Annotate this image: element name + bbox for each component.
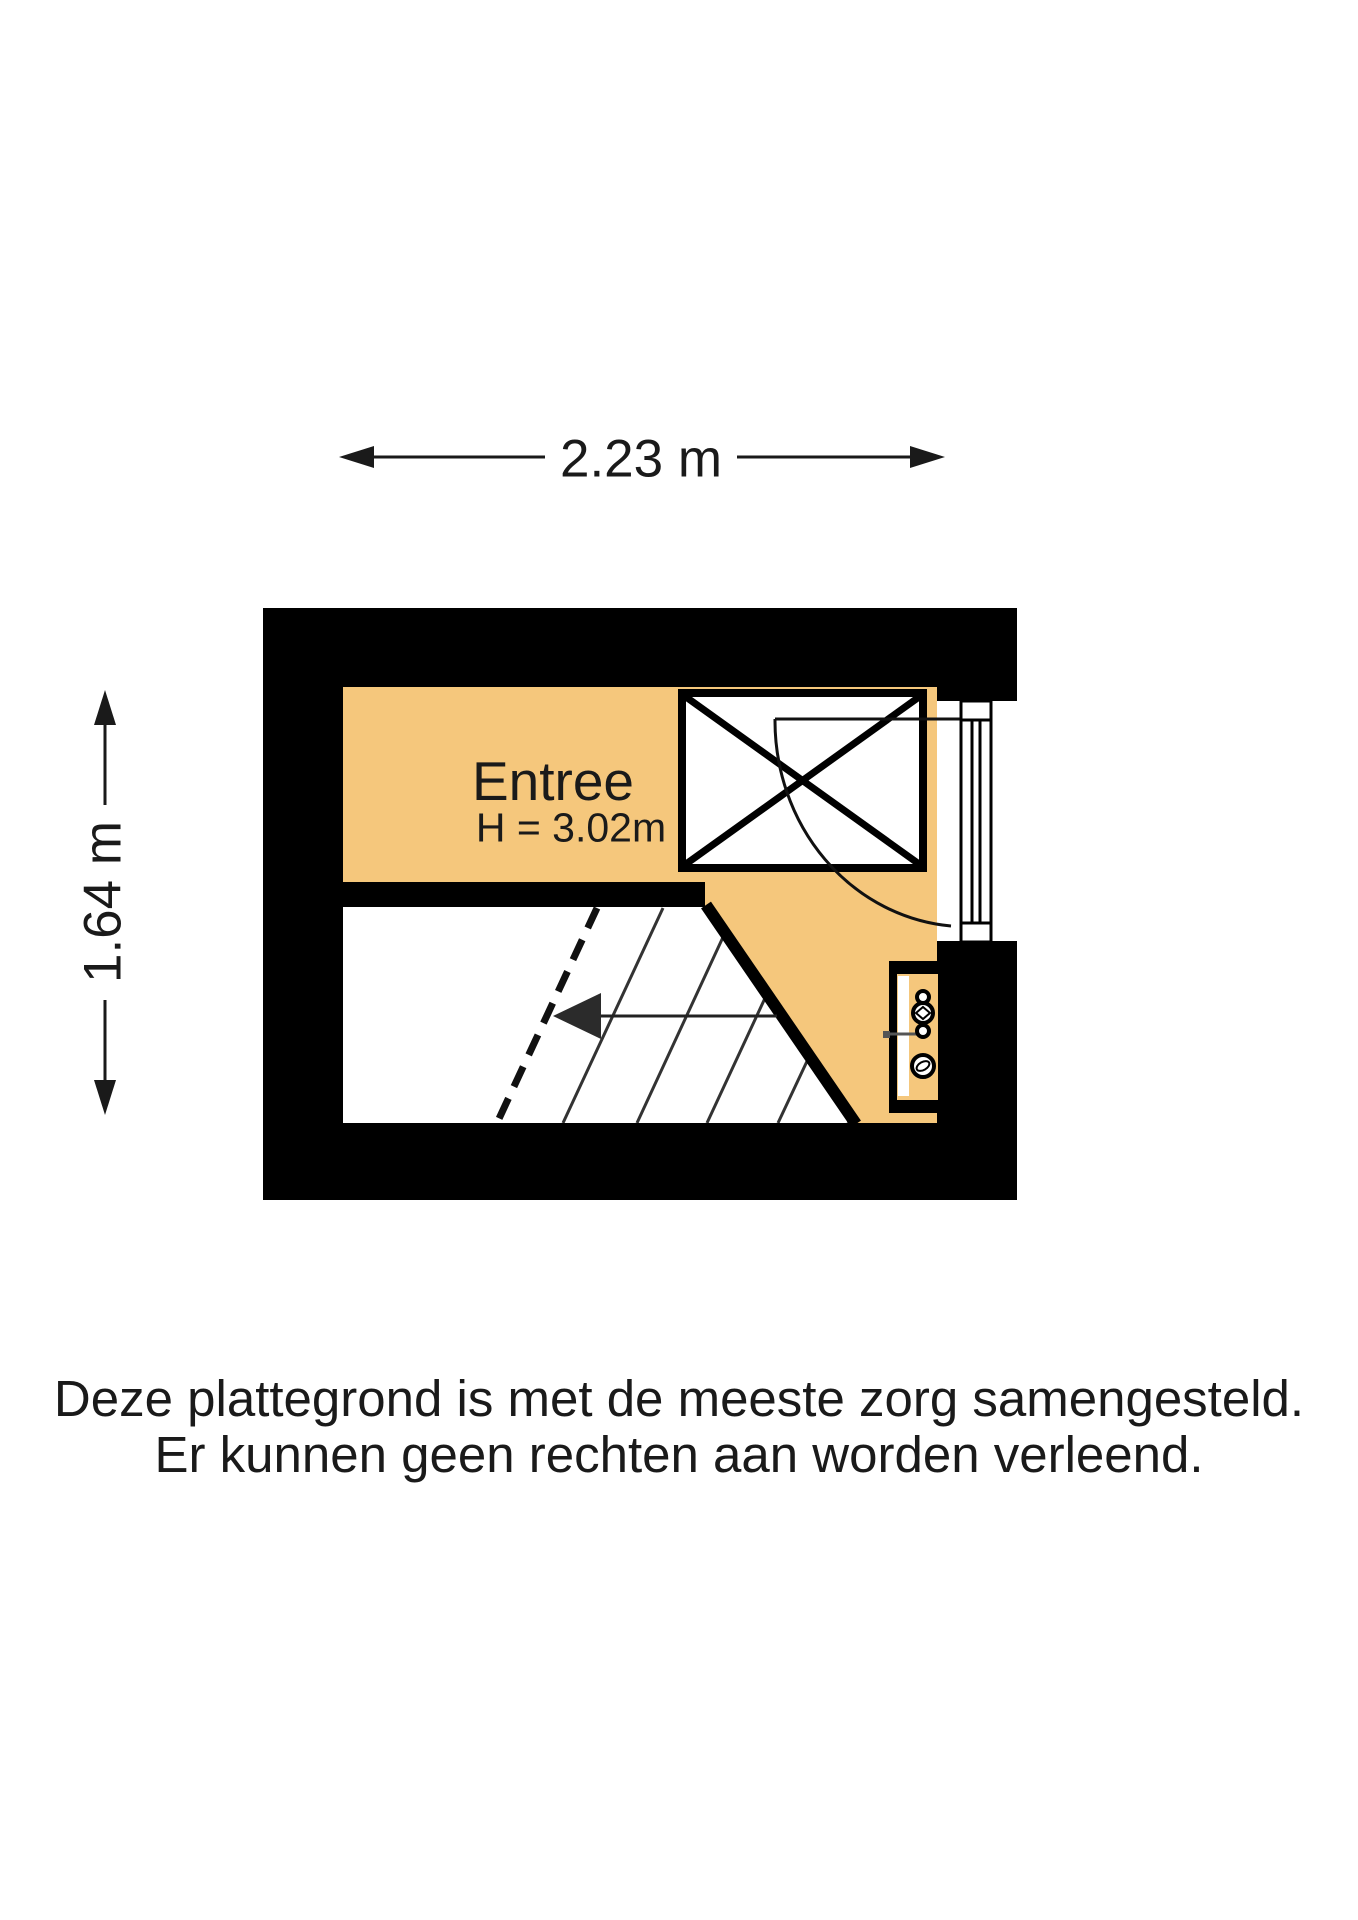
meter-cabinet-panel — [898, 976, 909, 1096]
meter-cabinet — [883, 961, 938, 1113]
meter-dial-small-2 — [917, 1025, 929, 1037]
arrowhead-up-icon — [94, 690, 116, 725]
meter-pipe-dot — [883, 1031, 890, 1038]
interior-wall-stub — [343, 882, 705, 907]
wall-right-lower — [937, 941, 1017, 1200]
arrowhead-right-icon — [910, 446, 945, 468]
wall-bottom — [263, 1123, 1017, 1200]
width-dimension-label: 2.23 m — [559, 429, 723, 489]
arrowhead-down-icon — [94, 1080, 116, 1115]
room-ceiling-height-label: H = 3.02m — [475, 804, 667, 851]
room-name-label: Entree — [471, 750, 635, 812]
wall-top — [263, 608, 1017, 687]
frame-outline — [961, 701, 991, 942]
wall-left — [263, 608, 343, 1200]
height-dimension-label: 1.64 m — [73, 820, 133, 984]
arrowhead-left-icon — [339, 446, 374, 468]
entry-door-frame — [961, 701, 991, 942]
disclaimer-line-2: Er kunnen geen rechten aan worden verleend. — [154, 1426, 1204, 1483]
disclaimer-line-1: Deze plattegrond is met de meeste zorg samengesteld. — [53, 1370, 1305, 1427]
wall-right-upper — [937, 608, 1017, 701]
